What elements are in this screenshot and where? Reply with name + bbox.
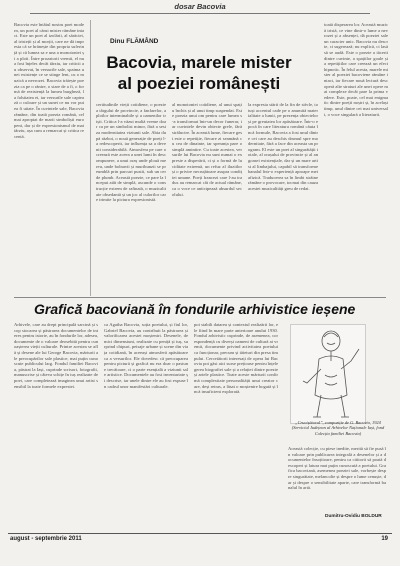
article2-title: Grafică bacoviană în fondurile arhivistice ieșene [34, 301, 356, 317]
header-rule [30, 13, 370, 14]
article1-column-4: la expresia stării de la fin de siècle, totuși accentul cade pe o anumită materialitate a lumii, pe prezența obiectelor și pe greutatea lor apăsătoare. Într-o epocă în care literatura română căuta încă formule, Bacovia a fost unul dintre cei care au deschis drumul spre modernitate, fără a face din aceasta un program. El este un poet al singurătății totale, al orașului de provincie și al angoasei existențiale, dar și un mare artist al limbajului, capabil să transforme banalul într-o experiență aproape metafizică. Traducerea sa în limbi străine rămâne o provocare, tocmai din cauza acestei muzicalități greu de redat. [248, 102, 318, 191]
column-divider [90, 20, 91, 296]
section-label: dosar Bacovia [174, 2, 226, 11]
illustration-caption: „Crucișătorul”, compoziție de G. Bacovia, 1924 (Serviciul Județean al Arhivelor Naționale Iași, fond Colecția familiei Bacovia) [291, 420, 385, 436]
article1-column-3: al monotoniei cotidiene, al unui spațiu închis și al unui timp suspendat. Este poezia unui om pentru care lumea s-a transformat într-un decor funerar, iar cuvintele devin obiecte grele, fără strălucire. În această lume, fiecare gest este o repetiție, fiecare zi seamănă cu cea de dinainte, iar speranța pare o simplă amintire. Cu toate acestea, versurile lui Bacovia nu sunt numai o expresie a disperării, ci și o formă de luciditate extremă, un refuz al iluziilor și o privire necruțătoare asupra condiției umane. Poeți francezi care l-au tradus au remarcat cât de actual rămâne, ca o voce ce anticipează absurdul secolului. [172, 102, 242, 197]
article1-column-1: Bacovia este întâiul nostru poet modern, un poet al cărui mister rămâne intact. Este un poet al izolării, al sărăciei, al tristeții și al morții, care ne dă impresia că se hrănește din propria suferință și că lumea sa e una a monotoniei și a ploii. Între prozatorii vremii, el nu a fost înțeles decât târziu, iar criticii au observat, în versurile sale, spaima unei existențe ce se stinge lent, cu o muzică a nevrozei. Bacovia trăiește poezia ca pe o rănire, o stare de a fi, o formă de rezistență la lumea burgheză, la falsitatea ei, iar versurile sale captează o culoare și un sunet ce nu vor putea fi uitate. În cuvintele sale, Bacovia rămâne, din toată poezia română, cel mai apropiat de marii simboliști europeni, dar și de expresionismul de mai târziu, așa cum a remarcat și critica recentă. [14, 22, 84, 139]
article1-title-line2: al poeziei românești [117, 74, 281, 93]
page-number: 19 [381, 536, 388, 542]
bacovia-drawing-illustration [290, 324, 366, 424]
article2-column-1: Arhivele, care au drept principală sarcină și scop stocarea și păstrarea documentelor de interes pentru istorie, au în fondurile lor, adesea, documente de o valoare deosebită pentru cunoașterea vieții culturale. Printre acestea se află și desene ale lui George Bacovia, mărturii ale preocupărilor sale plastice, mai puțin cunoscute publicului larg. Fondul familiei Bacovia, păstrat la Iași, cuprinde scrisori, fotografii, manuscrise și câteva schițe în tuș realizate de poet, care completează imaginea unui artist sensibil la toate formele expresiei. [14, 322, 98, 389]
footer-rule [8, 533, 392, 534]
article2-top-rule [14, 297, 386, 298]
article1-title-line1: Bacovia, marele mister [106, 53, 292, 72]
article1-author: Dinu FLĂMÂND [110, 38, 159, 45]
drawing-figure-icon [291, 325, 365, 423]
article1-column-5: toată disperarea lor. Această muzică tristă, ce vine dintr-o lume a nevrozei și a absenței, dă poeziei sale un caracter unic. Bacovia nu descrie, ci sugerează; nu explică, ci lasă să se audă. Este o poezie a tăcerii dintre cuvinte, a spațiilor goale și a repetițiilor care creează un efect hipnotic. În felul acesta, marele mister al poeziei bacoviene rămâne intact, iar fiecare nouă lectură descoperă alte straturi ale unei opere mai complexe decât pare la prima vedere. Este, poate, cel mai enigmatic dintre poeții noștri și, în același timp, unul dintre cei mai universali, o voce singulară a literaturii. [324, 22, 388, 117]
issue-date: august - septembrie 2011 [10, 536, 82, 542]
article1-column-2: certitudinile vieții cotidiene, o poezie a târgului de provincie, a fanfarelor, a ploilor interminabile și a oamenilor triști. Critica l-a văzut multă vreme doar ca pe un simbolist minor, fără a sesiza modernitatea viziunii sale. Abia după război, o nouă generație de poeți l-a redescoperit, iar influența sa a devenit considerabilă. Atmosfera pe care o creează este aceea a unei lumi în descompunere, a unui oraș unde plouă mereu, unde bolnavii și muribunzii se preumblă prin parcuri pustii, sub un cer de plumb. Această poezie, ce pare la început atât de simplă, ascunde o construcție extrem de rafinată, o muzicalitate obsedantă și un joc al culorilor care trimite la pictura expresionistă. [96, 102, 166, 203]
article2-column-4: Această colecție, cu piese inedite, merită să fie pusă în valoare prin publicarea integrală a desenelor și a documentelor însoțitoare, pentru ca cititorii să poată descoperi și latura mai puțin cunoscută a poetului. Grafica bacoviană, asemenea poeziei sale, vorbește despre singurătate, melancolie și despre o lume cenușie, dar și despre o sensibilitate aparte, care transformă banalul în artă. [288, 446, 386, 491]
page-header [0, 0, 400, 14]
article2-author: Dumitru-Ovidiu BOLDUR [325, 514, 382, 519]
article1-title [104, 52, 294, 94]
article2-column-2: ca Agatha Bacovia, soția poetului, și fiul lor, Gabriel Bacovia, au contribuit la păstrarea și valorificarea acestei moșteniri. Desenele, de mici dimensiuni, realizate cu peniță și tuș, surprind chipuri, peisaje urbane și scene din viața cotidiană, în aceeași atmosferă apăsătoare ca a versurilor. Ele dovedesc că preocuparea pentru pictură și grafică nu era doar o pasiune trecătoare, ci o parte esențială a viziunii sale artistice. Documentele au fost inventariate și descrise, iar unele dintre ele au fost expuse în cadrul unor manifestări culturale. [104, 322, 188, 389]
article2-column-3: pot stabili datarea și contextul realizării lor, ele fiind în mare parte anterioare anului 1930. Fondul arhivistic cuprinde, de asemenea, corespondență cu diverși oameni de cultură ai vremii, documente privind activitatea poetului ca funcționar, precum și tăieturi din presa timpului. Cercetătorii interesați de opera lui Bacovia pot găsi aici surse prețioase pentru înțelegerea biografiei sale și a relației dintre poezie și artele plastice. Toate aceste mărturii confirmă complexitate personalității unui creator care, deși retras, a lăsat o moștenire bogată și încă insuficient explorată. [194, 322, 278, 395]
